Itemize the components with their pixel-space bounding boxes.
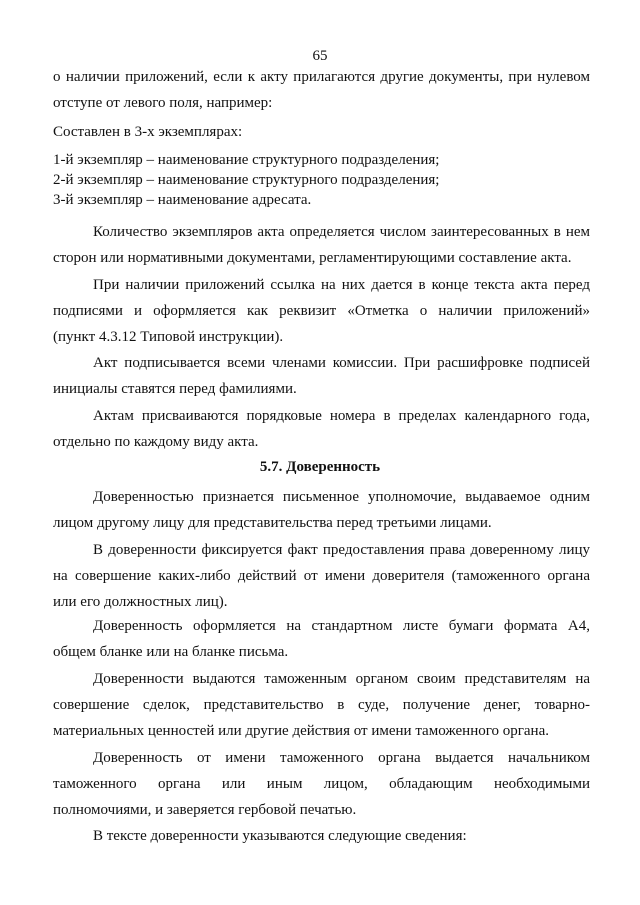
text-line: подписями и оформляется как реквизит «Отметка о наличии приложений»	[53, 303, 590, 319]
text-line: Доверенностью признается письменное уполномочие, выдаваемое одним	[93, 489, 590, 505]
text-line: отступе от левого поля, например:	[53, 95, 273, 111]
copy-line-2: 2-й экземпляр – наименование структурного подразделения;	[53, 172, 440, 188]
text-line: (пункт 4.3.12 Типовой инструкции).	[53, 329, 284, 345]
text-line: о наличии приложений, если к акту прилагаются другие документы, при нулевом	[53, 69, 590, 85]
text-line: совершение сделок, представительство в суде, получение денег, товарно-	[53, 697, 590, 713]
text-line: или его должностных лиц).	[53, 594, 228, 610]
text-line: лицом другому лицу для представительства перед третьими лицами.	[53, 515, 492, 531]
paragraph-power-of-attorney-issuance	[53, 666, 590, 744]
text-line: Акт подписывается всеми членами комиссии. При расшифровке подписей	[93, 355, 590, 371]
paragraph-power-of-attorney-fact	[53, 537, 590, 615]
text-line: отдельно по каждому виду акта.	[53, 434, 259, 450]
page-number: 65	[312, 48, 328, 64]
paragraph-power-of-attorney-details	[53, 823, 590, 849]
section-heading: 5.7. Доверенность	[259, 459, 381, 475]
copies-title: Составлен в 3-х экземплярах:	[53, 124, 243, 140]
copy-line-1: 1-й экземпляр – наименование структурного подразделения;	[53, 152, 440, 168]
text-line: В доверенности фиксируется факт предоставления права доверенному лицу	[93, 542, 590, 558]
paragraph-copies-count	[53, 219, 590, 271]
text-line: материальных ценностей или другие действия от имени таможенного органа.	[53, 723, 549, 739]
text-line: Актам присваиваются порядковые номера в пределах календарного года,	[93, 408, 590, 424]
text-line: инициалы ставятся перед фамилиями.	[53, 381, 297, 397]
text-line: общем бланке или на бланке письма.	[53, 644, 289, 660]
paragraph-power-of-attorney-format	[53, 613, 590, 665]
text-line: сторон или нормативными документами, регламентирующими составление акта.	[53, 250, 572, 266]
paragraph-attachments-note	[53, 64, 590, 116]
paragraph-power-of-attorney-signatory	[53, 745, 590, 823]
text-line: Доверенности выдаются таможенным органом своим представителям на	[93, 671, 590, 687]
paragraph-act-numbers	[53, 403, 590, 455]
text-line: В тексте доверенности указываются следующие сведения:	[93, 828, 467, 844]
text-line: полномочиями, и заверяется гербовой печатью.	[53, 802, 357, 818]
text-line: таможенного органа или иным лицом, обладающим необходимыми	[53, 776, 590, 792]
text-line: Доверенность оформляется на стандартном листе бумаги формата А4,	[93, 618, 590, 634]
copy-line-3: 3-й экземпляр – наименование адресата.	[53, 192, 312, 208]
text-line: на совершение каких-либо действий от имени доверителя (таможенного органа	[53, 568, 590, 584]
paragraph-power-of-attorney-definition	[53, 484, 590, 536]
text-line: Количество экземпляров акта определяется числом заинтересованных в нем	[93, 224, 590, 240]
paragraph-signatures	[53, 350, 590, 402]
text-line: При наличии приложений ссылка на них дается в конце текста акта перед	[93, 277, 590, 293]
paragraph-attachments-reference	[53, 272, 590, 350]
text-line: Доверенность от имени таможенного органа выдается начальником	[93, 750, 590, 766]
